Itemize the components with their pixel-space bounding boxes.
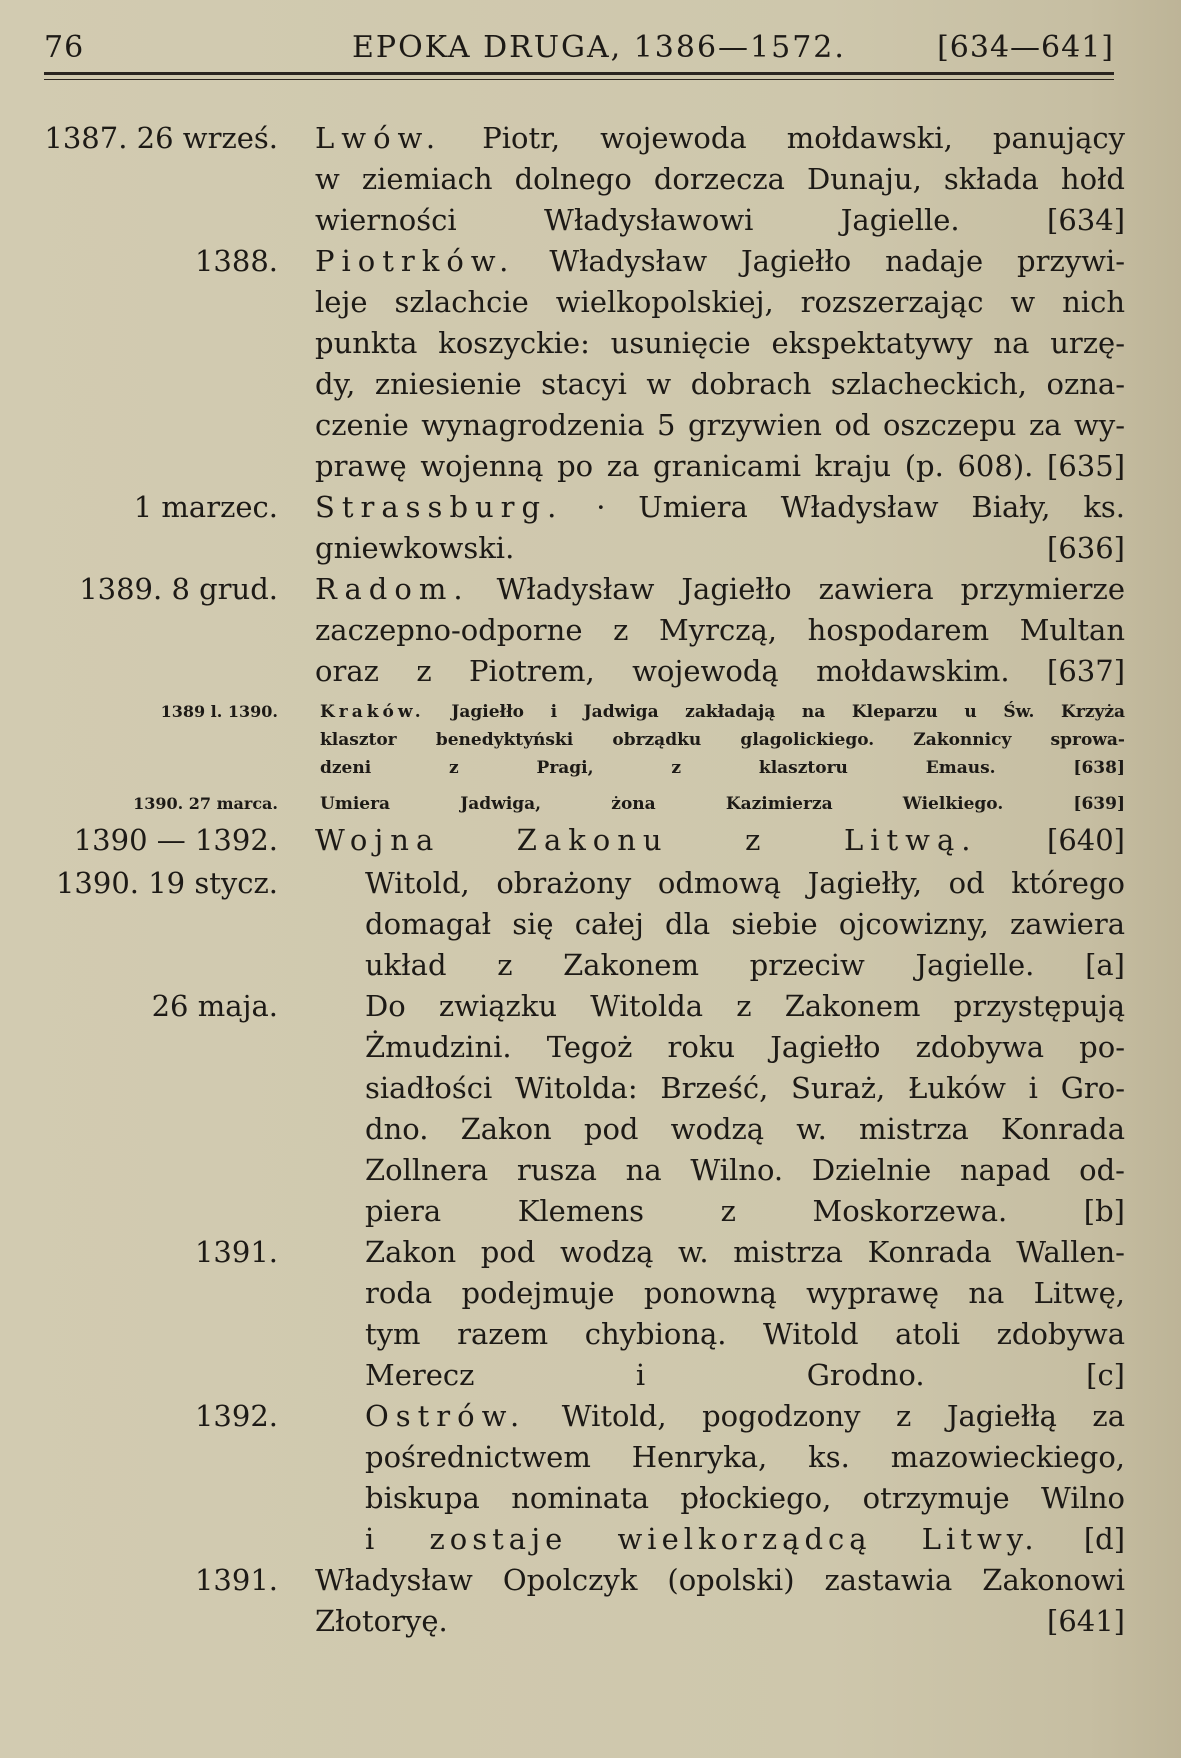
entry-line: dno. Zakon pod wodzą w. mistrza Konrada (365, 1112, 1125, 1146)
entry-line: Wojna Zakonu z Litwą. (315, 823, 978, 857)
running-header (44, 26, 1114, 76)
entry-line: siadłości Witolda: Brześć, Suraż, Łuków i Gro- (365, 1071, 1125, 1105)
entry-line: punkta koszyckie: usunięcie ekspektatywy na urzę- (315, 326, 1125, 360)
entry-line: Witold, pogodzony z Jagiełłą za (561, 1399, 1126, 1433)
entry-ref: [638] (1073, 758, 1125, 778)
entry-text (365, 1396, 1125, 1560)
entry-line: Władysław Jagiełło nadaje przywi- (549, 244, 1126, 278)
entry-line: dzeni z Pragi, z klasztoru Emaus. (320, 758, 996, 778)
entry-line: Piotr, wojewoda mołdawski, panujący (482, 121, 1126, 155)
entry-ref: [636] (1047, 531, 1125, 565)
entry-line: klasztor benedyktyński obrządku glagolickiego. Zakonnicy sprowa- (320, 730, 1125, 750)
entry-date: 1390. 19 stycz. (55, 866, 278, 900)
entry-line: czenie wynagrodzenia 5 grzywien od oszczepu za wy- (315, 408, 1125, 442)
entry-line: Zollnera rusza na Wilno. Dzielnie napad od- (365, 1153, 1125, 1187)
entry-ref: [635] (1047, 449, 1126, 483)
entry-date: 1389. 8 grud. (79, 572, 278, 606)
entry-line: Zakon pod wodzą w. mistrza Konrada Wallen- (365, 1235, 1125, 1269)
entry-date: 1391. (194, 1235, 278, 1269)
entry-date: 1 marzec. (133, 490, 278, 524)
entry-line: pośrednictwem Henryka, ks. mazowieckiego, (365, 1440, 1125, 1474)
entry-date: 1390. 27 marca. (133, 794, 278, 813)
entry-text (315, 569, 1125, 692)
entry-date: 26 maja. (151, 989, 278, 1023)
entry-line: układ z Zakonem przeciw Jagielle. (365, 948, 1035, 982)
entry-ref: [641] (1047, 1604, 1125, 1638)
entry-text (315, 241, 1125, 487)
entry-ref: [639] (1073, 794, 1125, 814)
running-title: EPOKA DRUGA, 1386—1572. (352, 30, 846, 65)
entry-line: Władysław Jagiełło zawiera przymierze (496, 572, 1125, 606)
entry-text (365, 1232, 1125, 1396)
entry-text (365, 986, 1125, 1232)
page-number: 76 (44, 30, 85, 65)
entry-text (315, 118, 1125, 241)
entry-place: Lwów. (315, 121, 443, 155)
entry-line: roda podejmuje ponowną wyprawę na Litwę, (365, 1276, 1125, 1310)
entry-date: 1389 l. 1390. (160, 702, 278, 721)
entry-line: Żmudzini. Tegoż roku Jagiełło zdobywa po- (365, 1030, 1125, 1064)
entry-line: prawę wojenną po za granicami kraju (p. 608). (315, 449, 1034, 483)
entry-line: domagał się całej dla siebie ojcowizny, zawiera (365, 907, 1125, 941)
entry-line: tym razem chybioną. Witold atoli zdobywa (365, 1317, 1125, 1351)
entry-line: wierności Władysławowi Jagielle. (315, 203, 960, 237)
entry-place: Strassburg. (315, 490, 564, 524)
entry-text (315, 1560, 1125, 1642)
entry-line: Jagiełło i Jadwiga zakładają na Kleparzu u Św. Krzyża (451, 702, 1125, 722)
entry-line: gniewkowski. (315, 531, 515, 565)
entry-line: Witold, obrażony odmową Jagiełły, od którego (365, 866, 1125, 900)
entry-date: 1388. (194, 244, 278, 278)
entry-line: Do związku Witolda z Zakonem przystępują (365, 989, 1125, 1023)
entry-line: i zostaje wielkorządcą Litwy. (365, 1522, 1039, 1556)
entry-line: Merecz i Grodno. (365, 1358, 925, 1392)
entry-ref: [d] (1083, 1522, 1126, 1556)
entry-place: Piotrków. (315, 244, 516, 278)
entry-date: 1390 — 1392. (73, 823, 278, 857)
entry-text (315, 487, 1125, 569)
entry-ref: [634] (1047, 203, 1126, 237)
entry-text (365, 863, 1125, 986)
entry-line: zaczepno-odporne z Myrczą, hospodarem Multan (315, 613, 1125, 647)
entry-line: Władysław Opolczyk (opolski) zastawia Zakonowi (315, 1563, 1125, 1597)
entry-date: 1387. 26 wrześ. (44, 121, 278, 155)
entry-line: dy, zniesienie stacyi w dobrach szlacheckich, ozna- (315, 367, 1125, 401)
entry-text (320, 790, 1125, 818)
entry-line: piera Klemens z Moskorzewa. (365, 1194, 1008, 1228)
entry-line: biskupa nominata płockiego, otrzymuje Wilno (365, 1481, 1125, 1515)
entry-line: w ziemiach dolnego dorzecza Dunaju, składa hołd (315, 162, 1125, 196)
entry-ref: [637] (1047, 654, 1126, 688)
entry-place: Ostrów. (365, 1399, 527, 1433)
entry-ref: [640] (1047, 823, 1125, 857)
entry-line: Złotoryę. (315, 1604, 448, 1638)
entry-line: Umiera Jadwiga, żona Kazimierza Wielkiego. (320, 794, 1004, 814)
entry-date: 1392. (194, 1399, 278, 1433)
entry-text (315, 820, 1125, 861)
entry-ref: [a] (1085, 948, 1125, 982)
entry-ref: [c] (1086, 1358, 1125, 1392)
entry-date: 1391. (194, 1563, 278, 1597)
entry-place: Radom. (315, 572, 470, 606)
entry-text (320, 698, 1125, 782)
entry-range: [634—641] (937, 30, 1114, 65)
entry-line: oraz z Piotrem, wojewodą mołdawskim. (315, 654, 1010, 688)
entry-line: leje szlachcie wielkopolskiej, rozszerzając w nich (315, 285, 1125, 319)
entry-line: · Umiera Władysław Biały, ks. (596, 490, 1125, 524)
entry-place: Kraków. (320, 702, 425, 722)
header-rule (44, 72, 1114, 75)
entry-ref: [b] (1083, 1194, 1125, 1228)
header-rule-thin (44, 79, 1114, 80)
